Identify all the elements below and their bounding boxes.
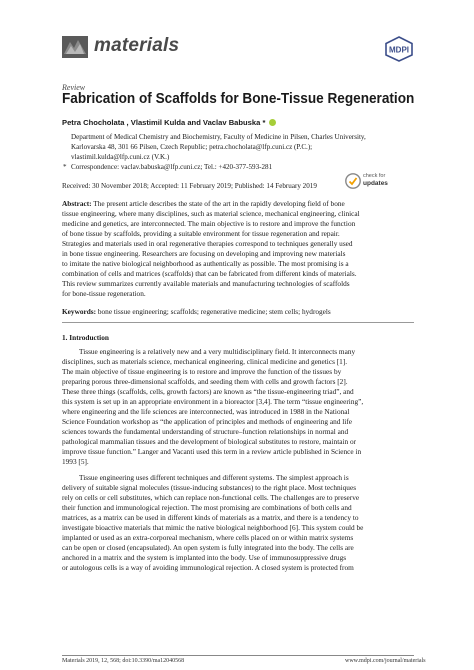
mdpi-logo-icon	[384, 36, 414, 62]
keywords-line: Keywords: bone tissue engineering; scaffolds; regenerative medicine; stem cells; hydrogels	[62, 307, 331, 316]
journal-name: materials	[94, 35, 180, 56]
correspondence: Correspondence: vaclav.babuska@lfp.cuni.cz; Tel.: +420-377-593-281	[71, 163, 273, 171]
article-title: Fabrication of Scaffolds for Bone-Tissue Regeneration	[62, 91, 415, 107]
intro-line: or autologous cells is a way of avoiding immunological rejection. A closed system is protected from	[62, 563, 354, 572]
article-type: Review	[62, 83, 86, 92]
intro-line: matrices, as a matrix can be used in different kinds of materials as a matrix, and there is a tendency to	[62, 513, 359, 522]
authors-text: Petra Chocholata , Vlastimil Kulda and Vaclav Babuska *	[62, 118, 266, 127]
abstract-line: for bone-tissue regeneration.	[62, 289, 146, 298]
publication-dates: Received: 30 November 2018; Accepted: 11 February 2019; Published: 14 February 2019	[62, 182, 317, 190]
orcid-icon[interactable]	[269, 119, 276, 126]
check-for-updates-badge[interactable]	[345, 171, 397, 193]
intro-line: disciplines, such as materials science, mechanical engineering, clinical medicine and genetics [1].	[62, 357, 348, 366]
intro-line: 1993 [5].	[62, 457, 89, 466]
intro-line: Tissue engineering is a relatively new and a very multidisciplinary field. It interconnects many	[79, 347, 356, 356]
abstract-label: Abstract:	[62, 199, 92, 208]
section-divider	[62, 322, 414, 323]
footer-divider	[62, 655, 414, 656]
affiliation-line: Karlovarska 48, 301 66 Pilsen, Czech Republic; petra.chocholata@lfp.cuni.cz (P.C.);	[71, 143, 313, 151]
citation-footer: Materials 2019, 12, 568; doi:10.3390/ma12040568	[62, 658, 185, 664]
intro-line: rely on cells or cell substitutes, which can replace non-functional cells. The challenges are to preserve	[62, 493, 360, 502]
abstract-line: Strategies and materials used in oral regenerative therapies correspond to techniques generally used	[62, 239, 353, 248]
affiliation-line: Department of Medical Chemistry and Biochemistry, Faculty of Medicine in Pilsen, Charles University,	[71, 133, 366, 141]
abstract-line: This review summarizes currently available materials and manufacturing technologies of scaffolds	[62, 279, 350, 288]
affiliation-line: vlastimil.kulda@lfp.cuni.cz (V.K.)	[71, 153, 170, 161]
intro-line: sciences towards the fundamental understanding of structure–function relationships in normal and	[62, 427, 349, 436]
keywords-label: Keywords:	[62, 307, 97, 316]
intro-line: delivery of suitable signal molecules (tissue-inducing substances) to the right place. Most techniques	[62, 483, 357, 492]
intro-line: can be open or closed (encapsulated). An open system is fully integrated into the body. The cells are	[62, 543, 354, 552]
check-updates-line1: check for	[363, 173, 386, 179]
section-heading: 1. Introduction	[62, 333, 109, 342]
abstract-line: in bone tissue engineering. Researchers are focusing on developing and improving new materials	[62, 249, 346, 258]
intro-line: anchored in a matrix and the system is implanted into the body. Use of immunosuppressive drugs	[62, 553, 347, 562]
correspondence-mark: *	[63, 163, 67, 171]
intro-line: The main objective of tissue engineering is to restore and improve the function of the tissues by	[62, 367, 342, 376]
journal-url-link[interactable]: www.mdpi.com/journal/materials	[345, 658, 426, 664]
intro-line: this system is set up in an appropriate environment in a bioreactor [3,4]. The term “tissue engineering”,	[62, 397, 364, 406]
intro-line: their function and immunological rejection. The most promising are combinations of both cells and	[62, 503, 352, 512]
intro-line: where engineering and the life sciences are interconnected, was introduced in 1988 in the National	[62, 407, 350, 416]
abstract-line: to imitate the native biological neighborhood as authentically as possible. The most promising is a	[62, 259, 349, 268]
intro-line: These three things (scaffolds, cells, growth factors) are known as “the tissue-engineering triad”, and	[62, 387, 354, 396]
abstract-line: of bone tissue by scaffolds, providing a suitable environment for tissue regeneration and repair.	[62, 229, 340, 238]
journal-logo-icon	[62, 36, 88, 58]
check-updates-line2: updates	[363, 180, 388, 187]
abstract-line: medicine and genetics, are interconnected. The main objective is to restore and improve the function	[62, 219, 356, 228]
intro-line: implanted or used as an extra-corporeal mechanism, where cells placed on or within matrix systems	[62, 533, 354, 542]
intro-line: Tissue engineering uses different techniques and different systems. The simplest approach is	[79, 473, 349, 482]
abstract-line: tissue engineering, where many disciplines, such as material science, mechanical engineering, clinical	[62, 209, 360, 218]
intro-line: Science Foundation workshop as “the application of principles and methods of engineering and life	[62, 417, 352, 426]
intro-line: pathological mammalian tissues and the development of biological substitutes to restore, maintain or	[62, 437, 357, 446]
check-updates-icon	[345, 173, 361, 189]
author-list	[62, 118, 277, 127]
abstract-line: Abstract: The present article describes the state of the art in the rapidly developing field of bone	[62, 199, 345, 208]
publisher-name: MDPI	[389, 45, 409, 55]
intro-line: investigate bioactive materials that mimic the native biological neighborhood [6]. This system could be	[62, 523, 364, 532]
intro-line: improve tissue function.” Langer and Vacanti used this term in a review article published in Science in	[62, 447, 362, 456]
intro-line: preparing porous three-dimensional scaffolds, and seeding them with cells and growth factors [2].	[62, 377, 348, 386]
abstract-line: combination of cells and matrices (scaffolds) that can be fabricated from different kinds of materials.	[62, 269, 357, 278]
